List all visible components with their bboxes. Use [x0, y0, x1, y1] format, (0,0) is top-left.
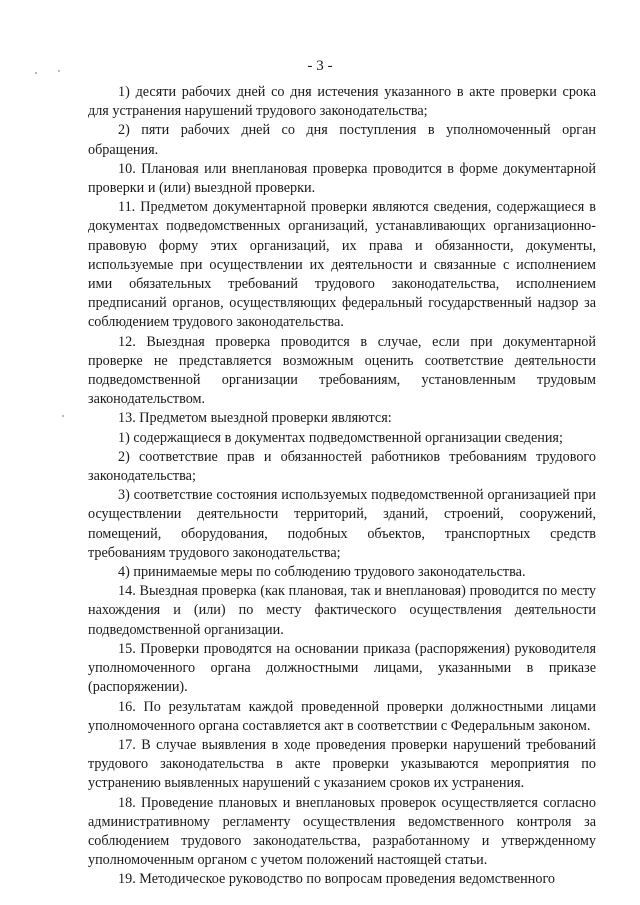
- paragraph: 4) принимаемые меры по соблюдению трудового законодательства.: [118, 564, 526, 581]
- paragraph: 13. Предметом выездной проверки являются:: [118, 410, 392, 427]
- paragraph: 10. Плановая или внеплановая проверка проводится в форме документарной проверки и (или) выездной проверки.: [88, 160, 596, 197]
- paragraph: 16. По результатам каждой проведенной проверки должностными лицами уполномоченного органа составляется акт в соответствии с Федеральным законом.: [88, 698, 596, 734]
- paragraph: 12. Выездная проверка проводится в случае, если при документарной проверке не представляется возможным оценить соответствие деятельности подведомственной организации требованиям, установленным трудовым законодательством.: [88, 333, 596, 408]
- paragraph: 15. Проверки проводятся на основании приказа (распоряжения) руководителя уполномоченного органа должностными лицами, указанными в приказе (распоряжении).: [88, 640, 596, 696]
- scan-speck: [62, 415, 64, 417]
- document-body: [88, 83, 596, 890]
- paragraph: 1) содержащиеся в документах подведомственной организации сведения;: [118, 429, 563, 446]
- paragraph: 11. Предметом документарной проверки являются сведения, содержащиеся в документах подведомственных организаций, устанавливающих организационно-правовую форму этих организаций, их права и обязанности, документы, используемые при осуществлении их деятельности и связанные с исполнением ими обязательных требований трудового законодательства, исполнением предписаний органов, осуществляющих федеральный государственный надзор за соблюдением трудового законодательства.: [88, 199, 596, 331]
- paragraph: 14. Выездная проверка (как плановая, так и внеплановая) проводится по месту нахождения и (или) по месту фактического осуществления деятельности подведомственной организации.: [88, 583, 596, 638]
- paragraph: 1) десяти рабочих дней со дня истечения указанного в акте проверки срока для устранения нарушений трудового законодательства;: [88, 84, 596, 120]
- paragraph: 19. Методическое руководство по вопросам проведения ведомственного: [118, 871, 556, 888]
- paragraph: 17. В случае выявления в ходе проведения проверки нарушений требований трудового законодательства в акте проверки указываются мероприятия по устранению выявленных нарушений с указанием сроков их устранения.: [88, 736, 596, 792]
- page-number: - 3 -: [307, 58, 333, 74]
- paragraph: 18. Проведение плановых и внеплановых проверок осуществляется согласно административному регламенту осуществления ведомственного контроля за соблюдением трудового законодательства, разработанному и утвержденному уполномоченным органом с учетом положений настоящей статьи.: [88, 794, 596, 869]
- paragraph: 2) соответствие прав и обязанностей работников требованиям трудового законодательства;: [88, 448, 596, 485]
- paragraph: 3) соответствие состояния используемых подведомственной организацией при осуществлении деятельности территорий, зданий, строений, сооружений, помещений, оборудования, подобных объектов, транспортных средств требованиям трудового законодательства;: [88, 487, 596, 561]
- paragraph: 2) пяти рабочих дней со дня поступления в уполномоченный орган обращения.: [88, 122, 596, 158]
